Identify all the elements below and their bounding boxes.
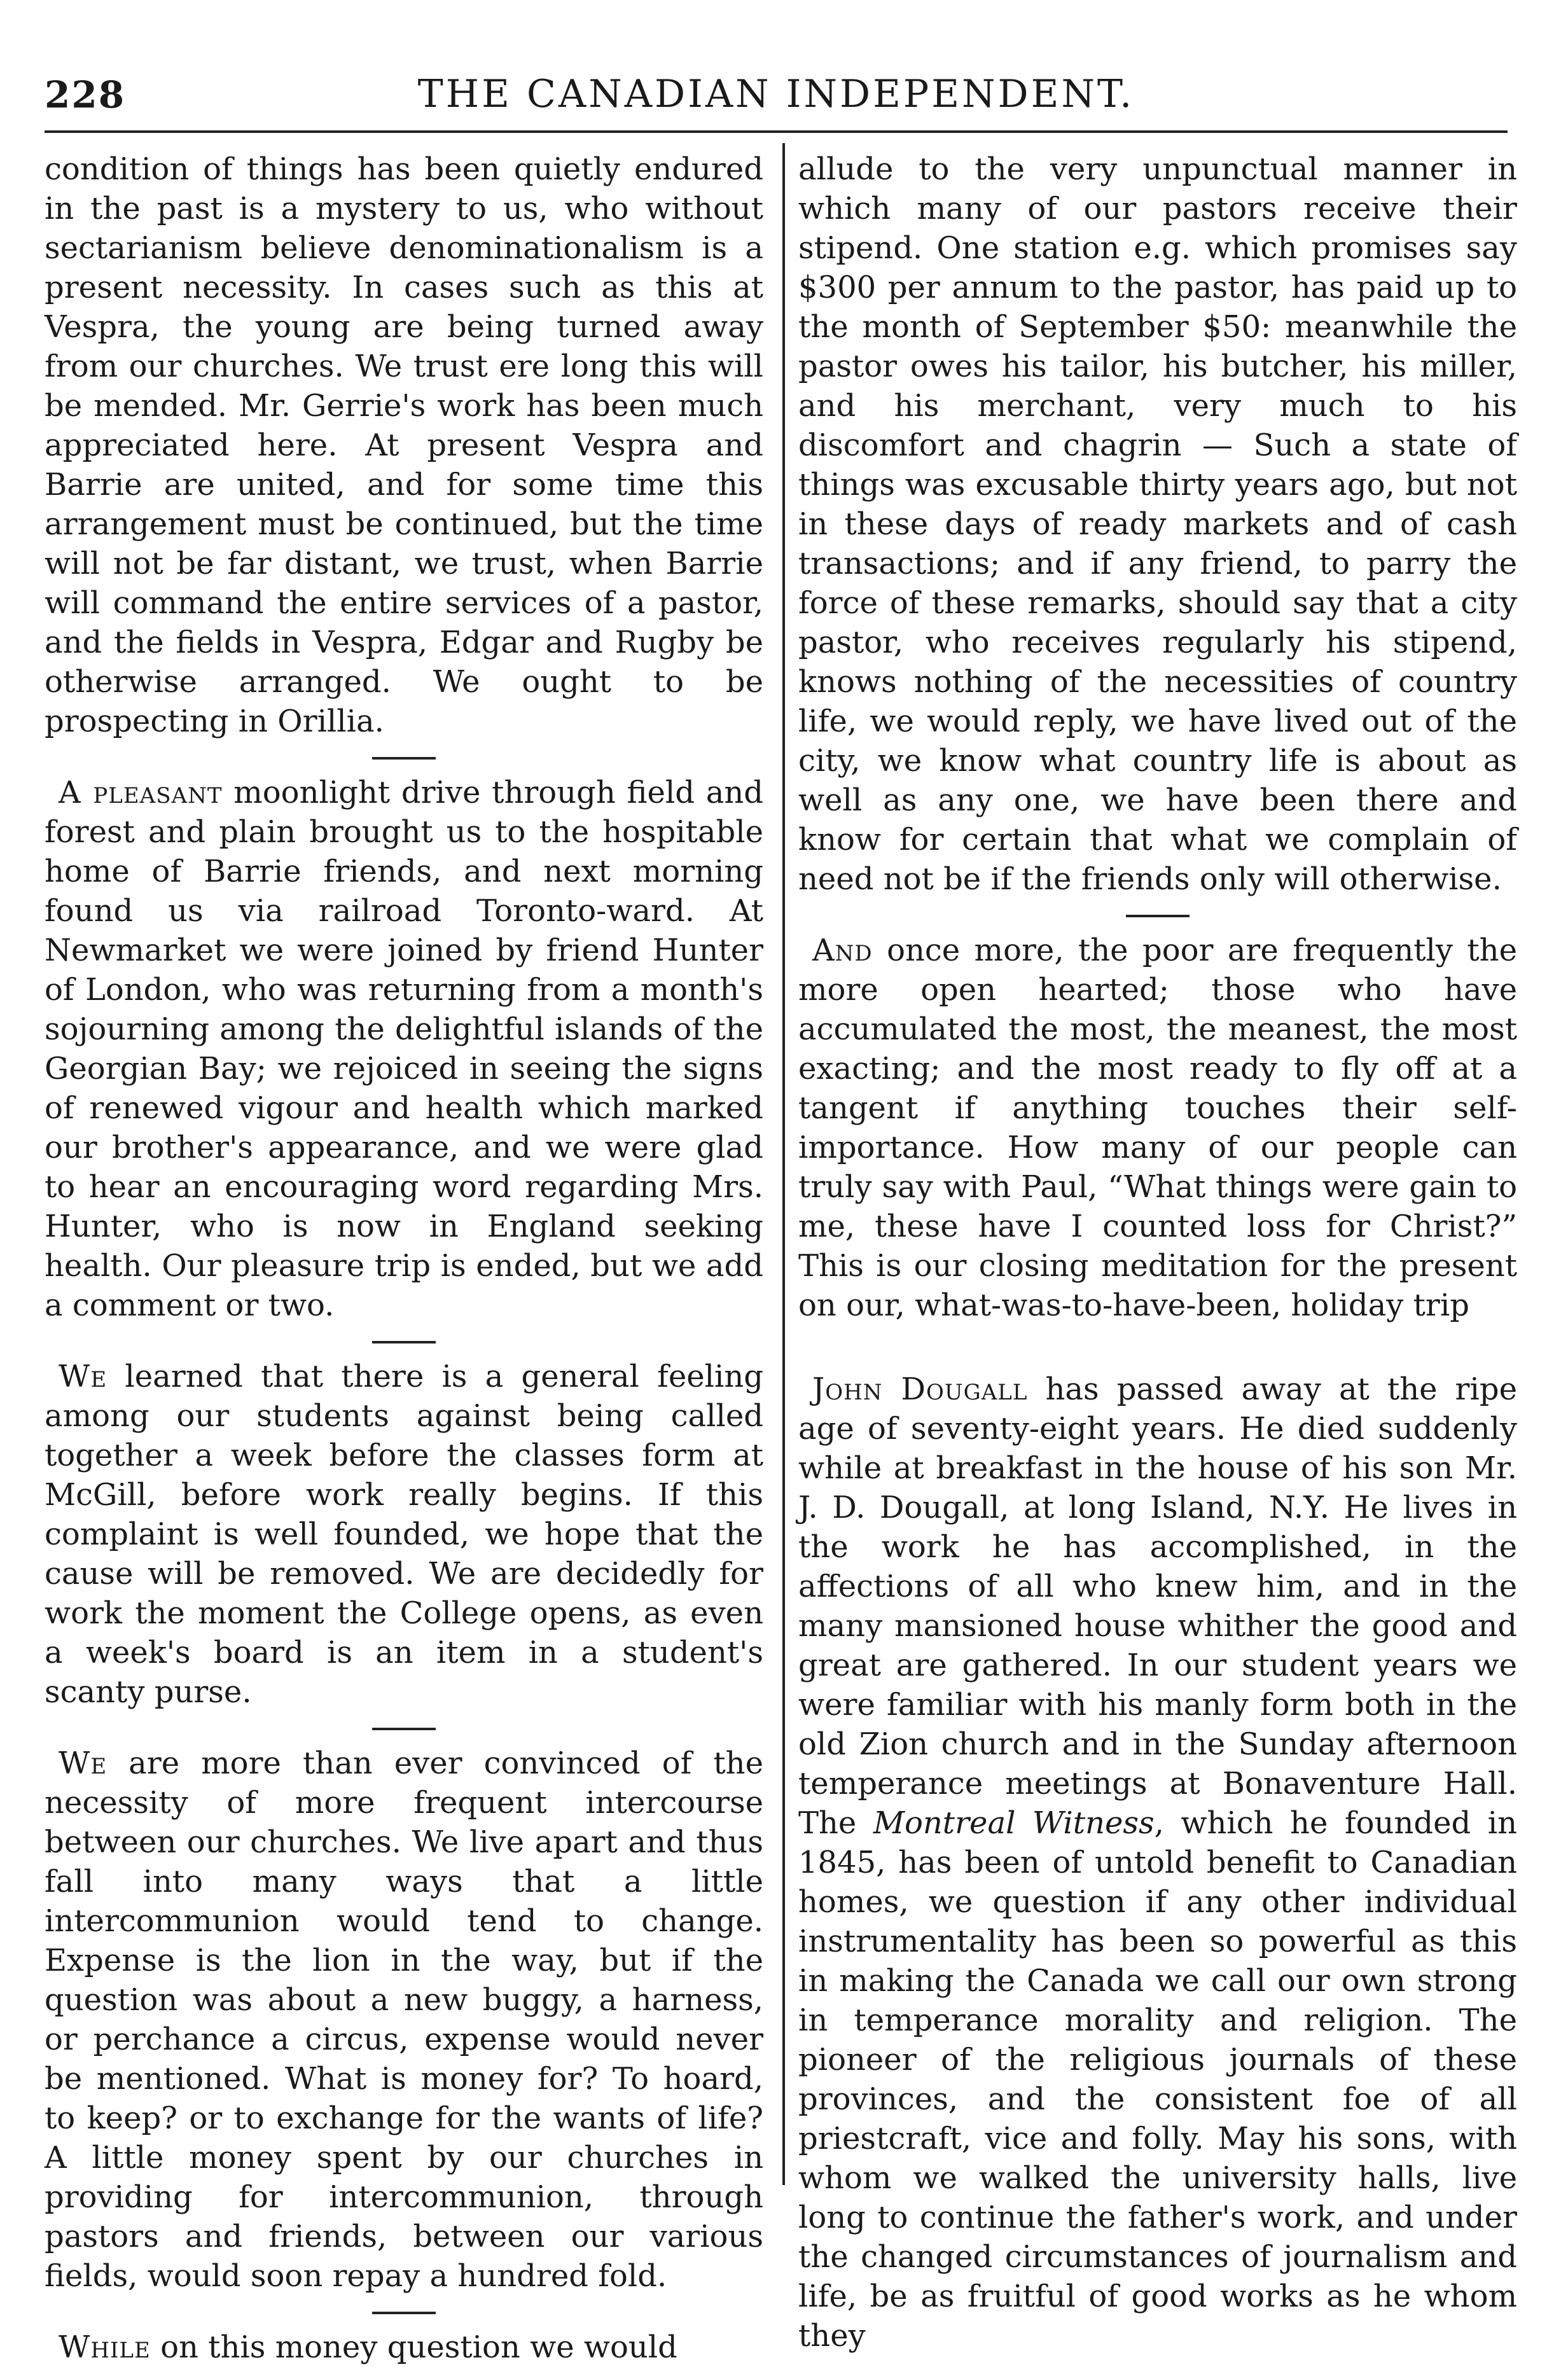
page-header xyxy=(45,60,1508,133)
paragraph-spacer xyxy=(798,1325,1517,1338)
section-rule xyxy=(45,741,763,773)
paragraph-text: , which he founded in 1845, has been of untold benefit to Canadian homes, we question if any other individual instrumentality has been so powerful as this in making the Canada we call our own strong in temperance morality and religion. The pioneer of the religious journals of these provinces, and the consistent foe of all priestcraft, vice and folly. May his sons, with whom we walked the university halls, live long to continue the father's work, and under the changed circumstances of journalism and life, be as fruitful of good works as he whom they xyxy=(798,1805,1518,2354)
page-number: 228 xyxy=(45,73,126,116)
right-paragraph-3 xyxy=(798,1370,1517,2356)
paragraph-text: are more than ever convinced of the necessity of more frequent intercourse between our churches. We live apart and thus fall into many ways that a little intercommunion would tend to change. Expense is the lion in the way, but if the question was about a new buggy, a harness, or perchance a circus, expense would never be mentioned. What is money for? To hoard, to keep? or to exchange for the wants of life? A little money spent by our churches in providing for intercommunion, through pastors and friends, between our various fields, would soon repay a hundred fold. xyxy=(45,1746,763,2294)
section-rule xyxy=(45,1325,763,1357)
section-rule xyxy=(45,2296,763,2328)
journal-title: THE CANADIAN INDEPENDENT. xyxy=(417,72,1135,116)
paragraph-lead-in: We xyxy=(59,1359,108,1394)
left-paragraph-5 xyxy=(45,2328,763,2367)
paragraph-text: has passed away at the ripe age of seventy-eight years. He died suddenly while at breakfast in the house of his son Mr. J. D. Dougall, at long Island, N.Y. He lives in the work he has accomplished, in the affections of all who knew him, and in the many mansioned house whither the good and great are gathered. In our student years we were familiar with his manly form both in the old Zion church and in the Sunday afternoon temperance meetings at Bonaventure Hall. The xyxy=(798,1371,1517,1841)
column-divider xyxy=(782,143,785,2185)
newspaper-title-italic: Montreal Witness xyxy=(873,1805,1155,1841)
paragraph-lead-in: John Dougall xyxy=(812,1371,1028,1407)
left-paragraph-2 xyxy=(45,773,763,1325)
right-column xyxy=(798,149,1517,2356)
left-paragraph-3 xyxy=(45,1357,763,1712)
paragraph-lead-in: And xyxy=(812,933,873,968)
section-rule xyxy=(798,899,1517,931)
left-paragraph-4 xyxy=(45,1744,763,2296)
paragraph-lead-in: A pleasant xyxy=(59,775,223,810)
left-paragraph-1: condition of things has been quietly endured in the past is a mystery to us, who without sectarianism believe denominationalism is a present necessity. In cases such as this at Vespra, the young are being turned away from our churches. We trust ere long this will be mended. Mr. Gerrie's work has been much appreciated here. At present Vespra and Barrie are united, and for some time this arrangement must be continued, but the time will not be far distant, we trust, when Barrie will command the entire services of a pastor, and the fields in Vespra, Edgar and Rugby be otherwise arranged. We ought to be prospecting in Orillia. xyxy=(45,151,763,739)
section-rule xyxy=(45,1712,763,1744)
paragraph-lead-in: We xyxy=(59,1746,108,1781)
right-paragraph-1: allude to the very unpunctual manner in which many of our pastors receive their stipend. One station e.g. which promises say $300 per annum to the pastor, has paid up to the month of September $50: meanwhile the pastor owes his tailor, his butcher, his miller, and his merchant, very much to his discomfort and chagrin — Such a state of things was excusable thirty years ago, but not in these days of ready markets and of cash transactions; and if any friend, to parry the force of these remarks, should say that a city pastor, who receives regularly his stipend, knows nothing of the necessities of country life, we would reply, we have lived out of the city, we know what country life is about as well as any one, we have been there and know for certain that what we complain of need not be if the friends only will otherwise. xyxy=(798,151,1517,897)
paragraph-text: once more, the poor are frequently the more open hearted; those who have accumulated the most, the meanest, the most exacting; and the most ready to fly off at a tangent if anything touches their self-importance. How many of our people can truly say with Paul, “What things were gain to me, these have I counted loss for Christ?” This is our closing meditation for the present on our, what-was-to-have-been, holiday trip xyxy=(798,933,1517,1323)
paragraph-text: learned that there is a general feeling among our students against being called together a week before the classes form at McGill, before work really begins. If this complaint is well founded, we hope that the cause will be removed. We are decidedly for work the moment the College opens, as even a week's board is an item in a student's scanty purse. xyxy=(45,1359,763,1710)
paragraph-text: moonlight drive through field and forest and plain brought us to the hospitable home of Barrie friends, and next morning found us via railroad Toronto-ward. At Newmarket we were joined by friend Hunter of London, who was returning from a month's sojourning among the delightful islands of the Georgian Bay; we rejoiced in seeing the signs of renewed vigour and health which marked our brother's appearance, and we were glad to hear an encouraging word regarding Mrs. Hunter, who is now in England seeking health. Our pleasure trip is ended, but we add a comment or two. xyxy=(45,775,763,1323)
left-column xyxy=(45,149,763,2367)
paragraph-lead-in: While xyxy=(59,2329,151,2365)
paragraph-text: on this money question we would xyxy=(150,2329,677,2365)
right-paragraph-2 xyxy=(798,931,1517,1325)
